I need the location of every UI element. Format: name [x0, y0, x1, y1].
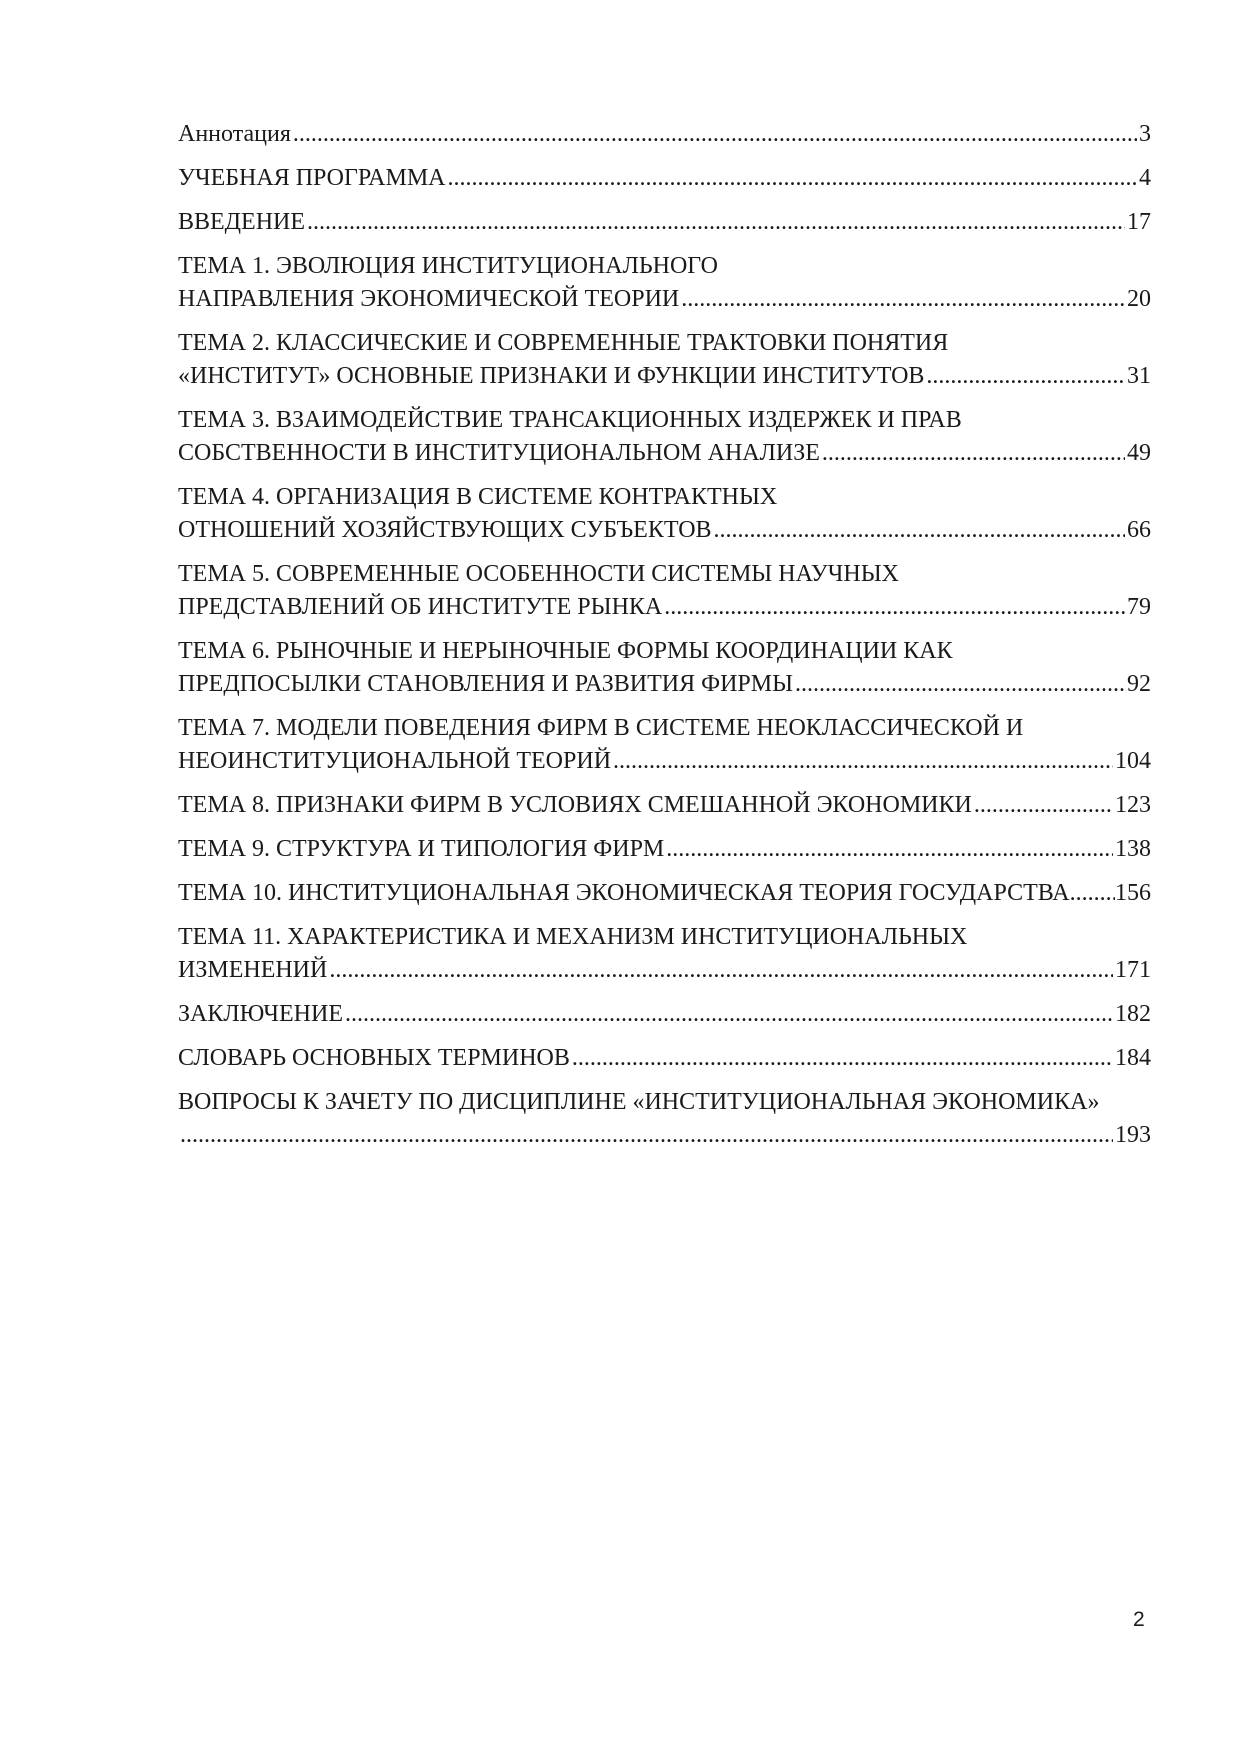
- toc-entry-title: НЕОИНСТИТУЦИОНАЛЬНОЙ ТЕОРИЙ: [178, 748, 612, 774]
- toc-entry-page: 20: [1127, 286, 1151, 312]
- dot-leader: [926, 360, 1125, 393]
- dot-leader: [664, 591, 1125, 624]
- toc-entry-page: 4: [1139, 165, 1151, 191]
- toc-entry-title-line1: ТЕМА 5. СОВРЕМЕННЫЕ ОСОБЕННОСТИ СИСТЕМЫ НАУЧНЫХ: [178, 561, 899, 587]
- dot-leader: [613, 745, 1113, 778]
- toc-entry-title: ПРЕДПОСЫЛКИ СТАНОВЛЕНИЯ И РАЗВИТИЯ ФИРМЫ: [178, 671, 794, 697]
- toc-entry-page: 3: [1139, 121, 1151, 147]
- toc-entry-title-line1: ТЕМА 7. МОДЕЛИ ПОВЕДЕНИЯ ФИРМ В СИСТЕМЕ НЕОКЛАССИЧЕСКОЙ И: [178, 715, 1024, 741]
- toc-entry-title-line1: ТЕМА 11. ХАРАКТЕРИСТИКА И МЕХАНИЗМ ИНСТИТУЦИОНАЛЬНЫХ: [178, 924, 968, 950]
- toc-entry-title: ИЗМЕНЕНИЙ: [178, 957, 328, 983]
- toc-entry-topic-11[interactable]: [178, 921, 1151, 987]
- dot-leader: [345, 998, 1113, 1031]
- toc-entry-page: 138: [1115, 836, 1151, 862]
- toc-entry-topic-1[interactable]: [178, 250, 1151, 316]
- toc-entry-exam-questions[interactable]: [178, 1086, 1151, 1152]
- toc-entry-title: ЗАКЛЮЧЕНИЕ: [178, 1001, 343, 1027]
- toc-entry-title-line1: ТЕМА 3. ВЗАИМОДЕЙСТВИЕ ТРАНСАКЦИОННЫХ ИЗДЕРЖЕК И ПРАВ: [178, 407, 962, 433]
- toc-entry-topic-9[interactable]: [178, 833, 1151, 866]
- dot-leader: [572, 1042, 1113, 1075]
- toc-entry-page: 92: [1127, 671, 1151, 697]
- dot-leader: [307, 206, 1125, 239]
- toc-entry-page: 182: [1115, 1001, 1151, 1027]
- toc-entry-glossary[interactable]: [178, 1042, 1151, 1075]
- toc-entry-page: 31: [1127, 363, 1151, 389]
- toc-entry-topic-10[interactable]: [178, 877, 1151, 910]
- toc-entry-page: 49: [1127, 440, 1151, 466]
- toc-entry-annotation[interactable]: [178, 118, 1151, 151]
- toc-entry-topic-5[interactable]: [178, 558, 1151, 624]
- toc-entry-page: 79: [1127, 594, 1151, 620]
- dot-leader: [822, 437, 1125, 470]
- toc-entry-topic-4[interactable]: [178, 481, 1151, 547]
- toc-entry-topic-6[interactable]: [178, 635, 1151, 701]
- dot-leader: [329, 954, 1113, 987]
- toc-entry-title: ТЕМА 9. СТРУКТУРА И ТИПОЛОГИЯ ФИРМ: [178, 836, 665, 862]
- toc-entry-title: НАПРАВЛЕНИЯ ЭКОНОМИЧЕСКОЙ ТЕОРИИ: [178, 286, 680, 312]
- dot-leader: [180, 1119, 1113, 1152]
- dot-leader: [714, 514, 1125, 547]
- toc-entry-page: 17: [1127, 209, 1151, 235]
- toc-entry-topic-8[interactable]: [178, 789, 1151, 822]
- dot-leader: [681, 283, 1125, 316]
- toc-entry-program[interactable]: [178, 162, 1151, 195]
- toc-entry-page: 66: [1127, 517, 1151, 543]
- toc-entry-topic-3[interactable]: [178, 404, 1151, 470]
- toc-entry-title-line1: ВОПРОСЫ К ЗАЧЕТУ ПО ДИСЦИПЛИНЕ «ИНСТИТУЦИОНАЛЬНАЯ ЭКОНОМИКА»: [178, 1089, 1100, 1115]
- toc-entry-title: УЧЕБНАЯ ПРОГРАММА: [178, 165, 446, 191]
- toc-entry-title: ПРЕДСТАВЛЕНИЙ ОБ ИНСТИТУТЕ РЫНКА: [178, 594, 663, 620]
- toc-entry-page: 184: [1115, 1045, 1151, 1071]
- toc-entry-page: 123: [1115, 792, 1151, 818]
- toc-entry-page: 171: [1115, 957, 1151, 983]
- page-number: 2: [1133, 1608, 1145, 1631]
- toc-entry-title-line1: ТЕМА 6. РЫНОЧНЫЕ И НЕРЫНОЧНЫЕ ФОРМЫ КООРДИНАЦИИ КАК: [178, 638, 953, 664]
- toc-entry-topic-2[interactable]: [178, 327, 1151, 393]
- toc-entry-introduction[interactable]: [178, 206, 1151, 239]
- dot-leader: [974, 789, 1113, 822]
- toc-entry-title: ВВЕДЕНИЕ: [178, 209, 306, 235]
- toc-entry-title-line1: ТЕМА 4. ОРГАНИЗАЦИЯ В СИСТЕМЕ КОНТРАКТНЫХ: [178, 484, 778, 510]
- toc-entry-title-line1: ТЕМА 1. ЭВОЛЮЦИЯ ИНСТИТУЦИОНАЛЬНОГО: [178, 253, 718, 279]
- toc-entry-page: 156: [1115, 880, 1151, 906]
- toc-entry-title-line1: ТЕМА 2. КЛАССИЧЕСКИЕ И СОВРЕМЕННЫЕ ТРАКТОВКИ ПОНЯТИЯ: [178, 330, 949, 356]
- dot-leader: [293, 118, 1137, 151]
- dot-leader: [448, 162, 1137, 195]
- dot-leader: [795, 668, 1125, 701]
- toc-entry-title: ТЕМА 8. ПРИЗНАКИ ФИРМ В УСЛОВИЯХ СМЕШАННОЙ ЭКОНОМИКИ: [178, 792, 972, 818]
- toc-entry-title: СЛОВАРЬ ОСНОВНЫХ ТЕРМИНОВ: [178, 1045, 570, 1071]
- toc-entry-title: Аннотация: [178, 121, 291, 147]
- toc-entry-title: «ИНСТИТУТ» ОСНОВНЫЕ ПРИЗНАКИ И ФУНКЦИИ ИНСТИТУТОВ: [178, 363, 925, 389]
- toc-entry-page: 104: [1115, 748, 1151, 774]
- dot-leader: [1070, 877, 1115, 910]
- toc-entry-title: СОБСТВЕННОСТИ В ИНСТИТУЦИОНАЛЬНОМ АНАЛИЗЕ: [178, 440, 820, 466]
- dot-leader: [666, 833, 1113, 866]
- table-of-contents: [178, 118, 1151, 1163]
- toc-entry-page: 193: [1115, 1122, 1151, 1148]
- toc-entry-title: ОТНОШЕНИЙ ХОЗЯЙСТВУЮЩИХ СУБЪЕКТОВ: [178, 517, 712, 543]
- toc-entry-conclusion[interactable]: [178, 998, 1151, 1031]
- toc-entry-topic-7[interactable]: [178, 712, 1151, 778]
- toc-entry-title: ТЕМА 10. ИНСТИТУЦИОНАЛЬНАЯ ЭКОНОМИЧЕСКАЯ ТЕОРИЯ ГОСУДАРСТВА: [178, 880, 1070, 906]
